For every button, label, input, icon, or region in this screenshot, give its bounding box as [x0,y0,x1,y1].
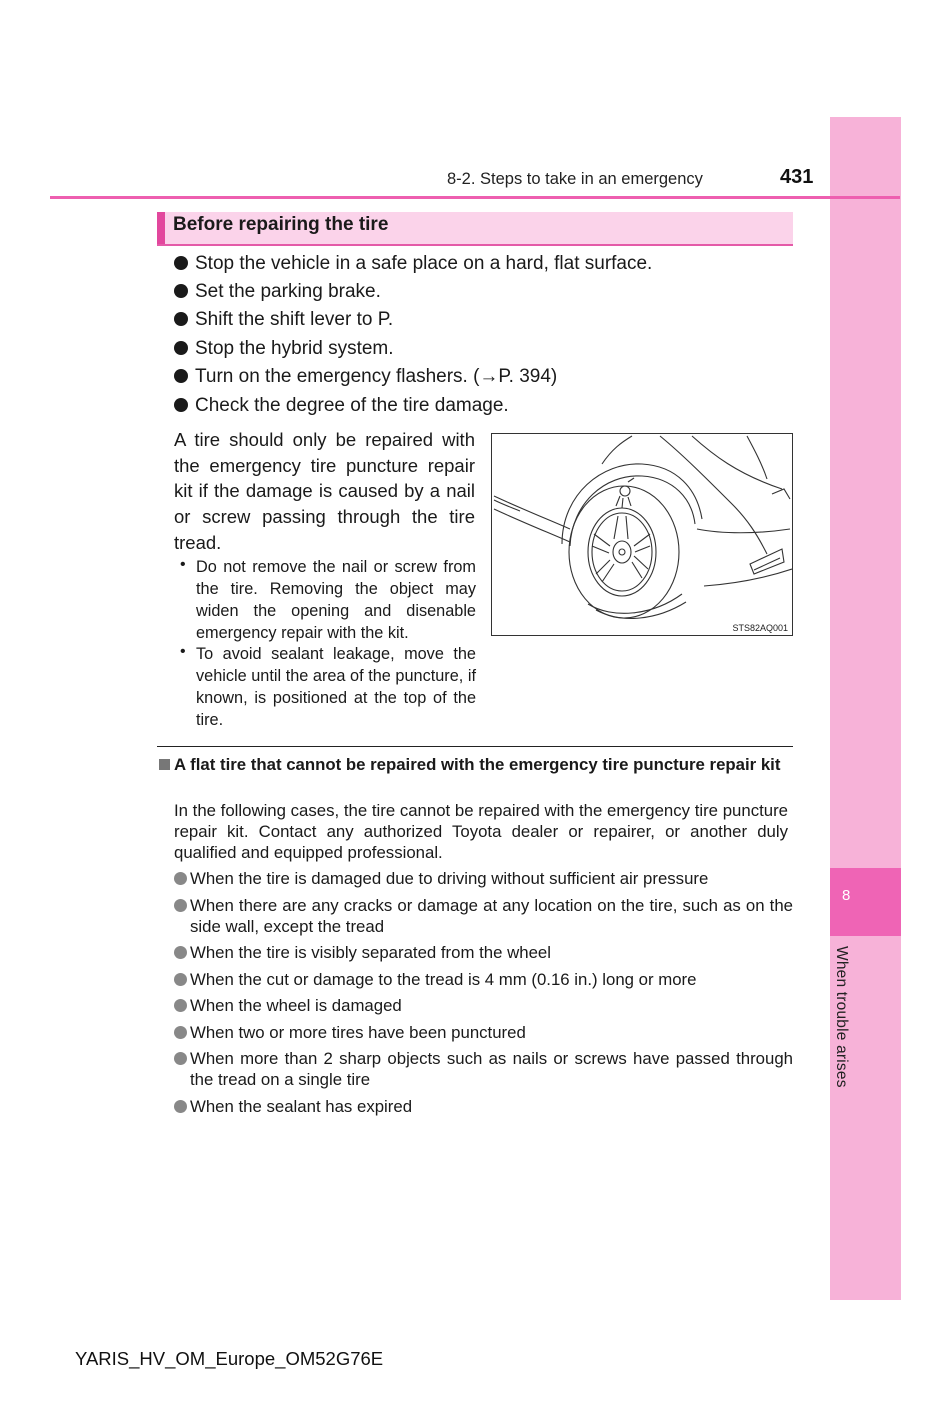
section-divider [157,746,793,747]
flat-tire-illustration [491,433,793,636]
section-title-accent [157,212,165,244]
document-footer: YARIS_HV_OM_Europe_OM52G76E [75,1348,384,1369]
small-bullet-icon: • [180,556,186,573]
bullet-icon [174,341,188,355]
gray-bullet-icon [174,899,187,912]
list-item: When there are any cracks or damage at any location on the tire, such as on the side wall, except the tread [174,895,793,937]
bullet-icon [174,256,188,270]
square-bullet-icon [159,759,170,770]
note-item: To avoid sealant leakage, move the vehicle until the area of the puncture, if known, is positioned at the top of the tire. [196,645,476,729]
list-item: When the tire is visibly separated from the wheel [174,942,793,963]
figure-code: STS82AQ001 [732,623,788,633]
gray-bullet-icon [174,973,187,986]
list-item: Shift the shift lever to P. [174,308,393,332]
bullet-icon [174,398,188,412]
bullet-icon [174,312,188,326]
gray-bullet-icon [174,946,187,959]
intro-paragraph: A tire should only be repaired with the emergency tire puncture repair kit if the damage is caused by a nail or screw passing through the tire tread. [174,429,475,553]
list-item: When the sealant has expired [174,1096,793,1117]
list-item: When the wheel is damaged [174,995,793,1016]
bullet-icon [174,284,188,298]
list-item: Set the parking brake. [174,280,381,304]
flat-tire-drawing [492,434,793,636]
subsection-body: In the following cases, the tire cannot be repaired with the emergency tire puncture repair kit. Contact any authorized Toyota dealer or repairer, or another duly qualified and equipped professional. [174,801,788,862]
note-item: Do not remove the nail or screw from the tire. Removing the object may widen the opening and disenable emergency repair with the kit. [196,558,476,642]
list-item: Stop the vehicle in a safe place on a hard, flat surface. [174,252,652,276]
chapter-title: When trouble arises [833,946,850,1088]
list-item: When two or more tires have been punctured [174,1022,793,1043]
gray-bullet-icon [174,872,187,885]
gray-bullet-icon [174,1026,187,1039]
chapter-title-vertical [832,946,856,1106]
gray-bullet-icon [174,999,187,1012]
small-bullet-icon: • [180,643,186,660]
running-header: 8-2. Steps to take in an emergency [447,170,703,188]
subsection-heading: A flat tire that cannot be repaired with the emergency tire puncture repair kit [174,755,781,774]
bullet-icon [174,369,188,383]
side-tab [830,117,901,1300]
page-number: 431 [780,166,814,188]
gray-bullet-icon [174,1052,187,1065]
header-divider [50,196,900,199]
chapter-number-tab[interactable] [830,868,901,936]
list-item: When the tire is damaged due to driving without sufficient air pressure [174,868,793,889]
list-item: Check the degree of the tire damage. [174,394,509,418]
list-item: Turn on the emergency flashers. (→P. 394) [174,365,557,389]
gray-bullet-icon [174,1100,187,1113]
list-item: When more than 2 sharp objects such as nails or screws have passed through the tread on a single tire [174,1048,793,1090]
list-item: When the cut or damage to the tread is 4 mm (0.16 in.) long or more [174,969,793,990]
chapter-number: 8 [842,887,851,904]
section-title: Before repairing the tire [173,214,389,235]
list-item: Stop the hybrid system. [174,337,394,361]
